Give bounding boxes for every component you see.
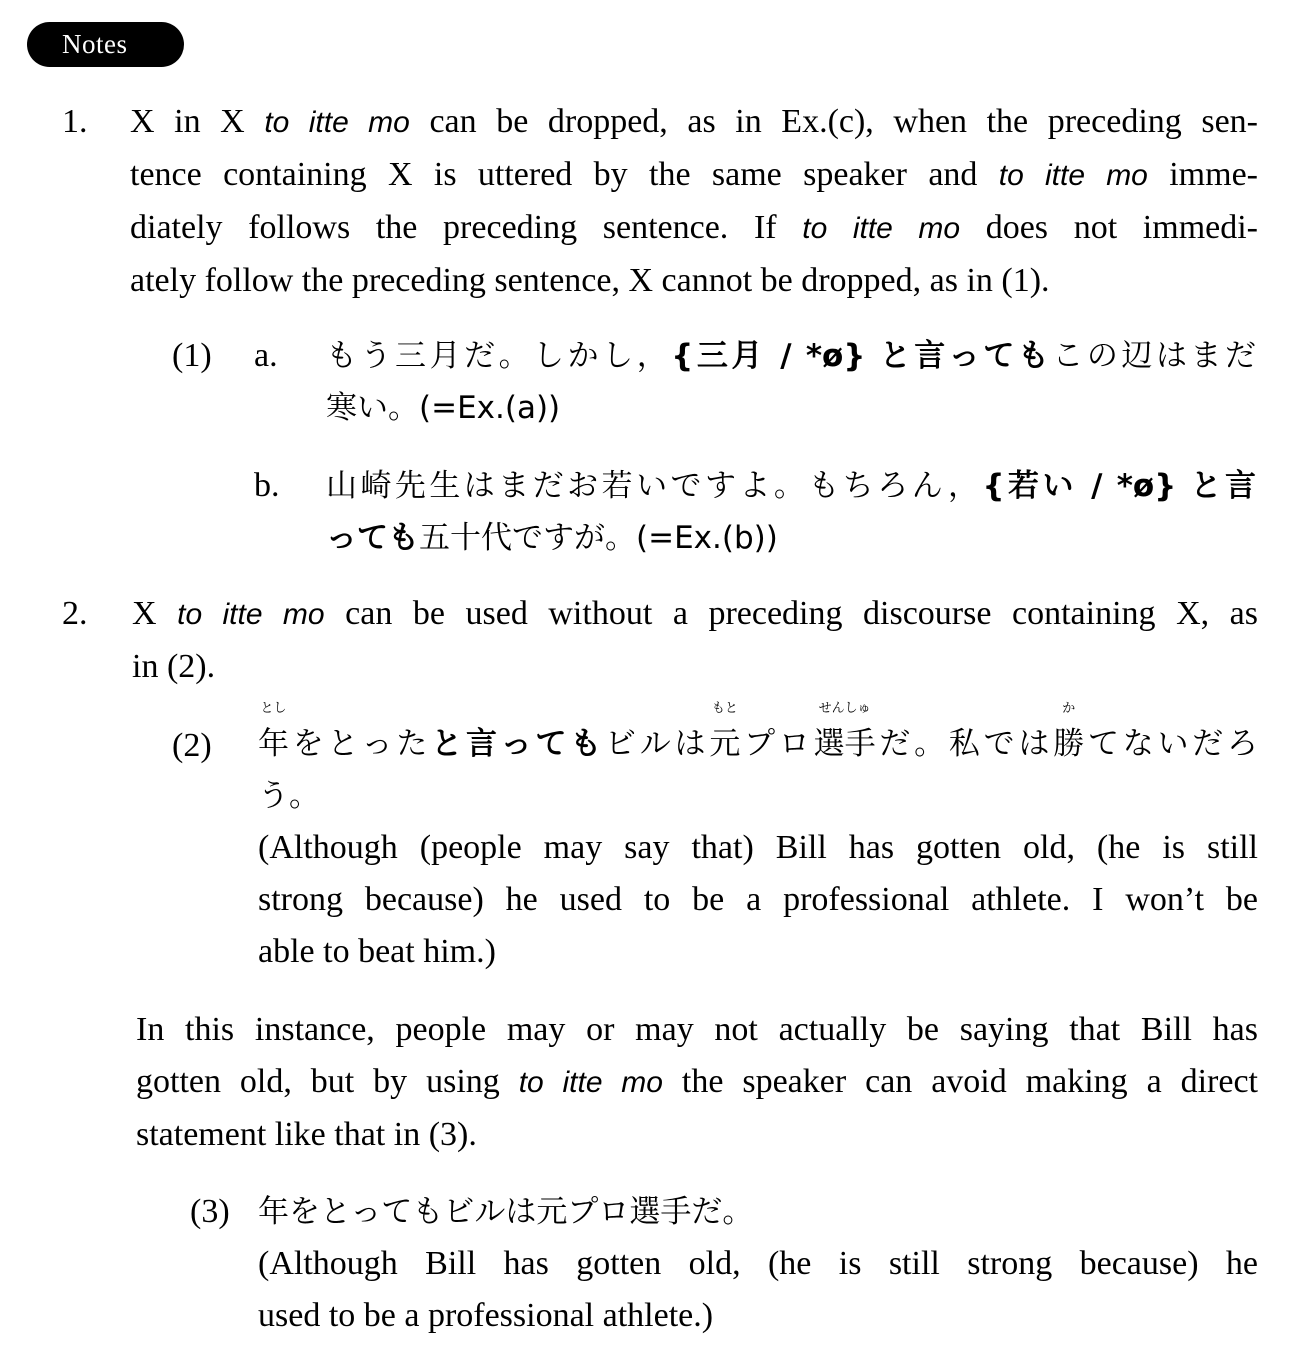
example-3-translation-2: used to be a professional athlete.): [258, 1297, 714, 1334]
note-2-text-post: can be used without a preceding discourse containing X, as: [324, 595, 1258, 632]
example-2-seg5: てないだろ: [1084, 726, 1259, 762]
note-1-body: [130, 96, 1258, 307]
example-1b-line-2-bold: っても: [326, 520, 419, 556]
example-1b-line-2-post: 五十代ですが。(=Ex.(b)): [419, 520, 778, 556]
note-1-number: 1.: [62, 103, 88, 140]
example-3-sentence: [258, 1186, 1258, 1342]
note-2-line-2: in (2).: [132, 648, 216, 685]
example-3-label: (3): [190, 1193, 230, 1230]
example-2-translation-3: able to beat him.): [258, 933, 496, 970]
example-1a-text-pre: もう三月だ。しかし，: [326, 338, 672, 374]
note-1-line-2: tence containing X is uttered by the same speaker and to itte mo imme-: [130, 156, 1258, 193]
example-2-translation-1: (Although (people may say that) Bill has gotten old, (he is still: [258, 829, 1258, 866]
explanation-line-2-italic: to itte mo: [518, 1066, 663, 1099]
ruby-senshu: 選手 せんしゅ: [813, 701, 876, 762]
note-1-line-3: diately follows the preceding sentence. If to itte mo does not immedi-: [130, 209, 1259, 246]
note-1-line-1: X in X to itte mo can be dropped, as in Ex.(c), when the preceding sen-: [130, 103, 1258, 140]
example-2-seg1: をとった: [289, 726, 432, 762]
notes-badge: Notes: [27, 22, 184, 67]
example-1b-text-pre: 山崎先生はまだお若いですよ。もちろん，: [326, 468, 983, 504]
example-2-line-2: う。: [258, 778, 320, 814]
example-1b-sentence: [326, 460, 1256, 564]
example-1a-line-2: 寒い。(=Ex.(a)): [326, 390, 561, 426]
explanation-line-2-post: the speaker can avoid making a direct: [662, 1063, 1258, 1100]
explanation-line-2-pre: gotten old, but by using: [136, 1063, 519, 1100]
note-2-number: 2.: [62, 595, 88, 632]
ruby-toshi: 年 とし: [258, 701, 289, 762]
example-3-translation-1: (Although Bill has gotten old, (he is still strong because) he: [258, 1245, 1258, 1282]
example-1b-label: b.: [254, 467, 280, 504]
note-2-text-italic: to itte mo: [177, 598, 325, 631]
example-2-translation-2: strong because) he used to be a professional athlete. I won’t be: [258, 881, 1258, 918]
example-1b-text-bold: {若い / *ø} と言: [982, 468, 1256, 504]
example-1a-text-bold: {三月 / *ø} と言っても: [671, 338, 1053, 374]
example-2-sentence: [258, 701, 1259, 978]
example-2-seg3: プロ: [740, 726, 814, 762]
example-1-label: (1): [172, 337, 212, 374]
explanation-line-3: statement like that in (3).: [136, 1116, 477, 1153]
example-2-bold: と言っても: [431, 726, 606, 762]
ruby-ka: 勝 か: [1053, 701, 1085, 762]
example-1a-text-post: この辺はまだ: [1052, 338, 1256, 374]
note-1-line-4: ately follow the preceding sentence, X cannot be dropped, as in (1).: [130, 262, 1050, 299]
example-2-seg4: だ。私では: [875, 726, 1054, 762]
example-2-seg2: ビルは: [605, 726, 710, 762]
example-3-japanese: 年をとってもビルは元プロ選手だ。: [258, 1194, 754, 1230]
explanation-paragraph: [136, 1004, 1258, 1161]
ruby-moto: 元 もと: [709, 701, 741, 762]
note-2-text-pre: X: [132, 595, 178, 632]
example-2-label: (2): [172, 727, 212, 764]
explanation-line-1: In this instance, people may or may not actually be saying that Bill has: [136, 1011, 1258, 1048]
note-2-body: [132, 588, 1258, 693]
example-1a-sentence: [326, 330, 1256, 434]
example-1a-label: a.: [254, 337, 278, 374]
